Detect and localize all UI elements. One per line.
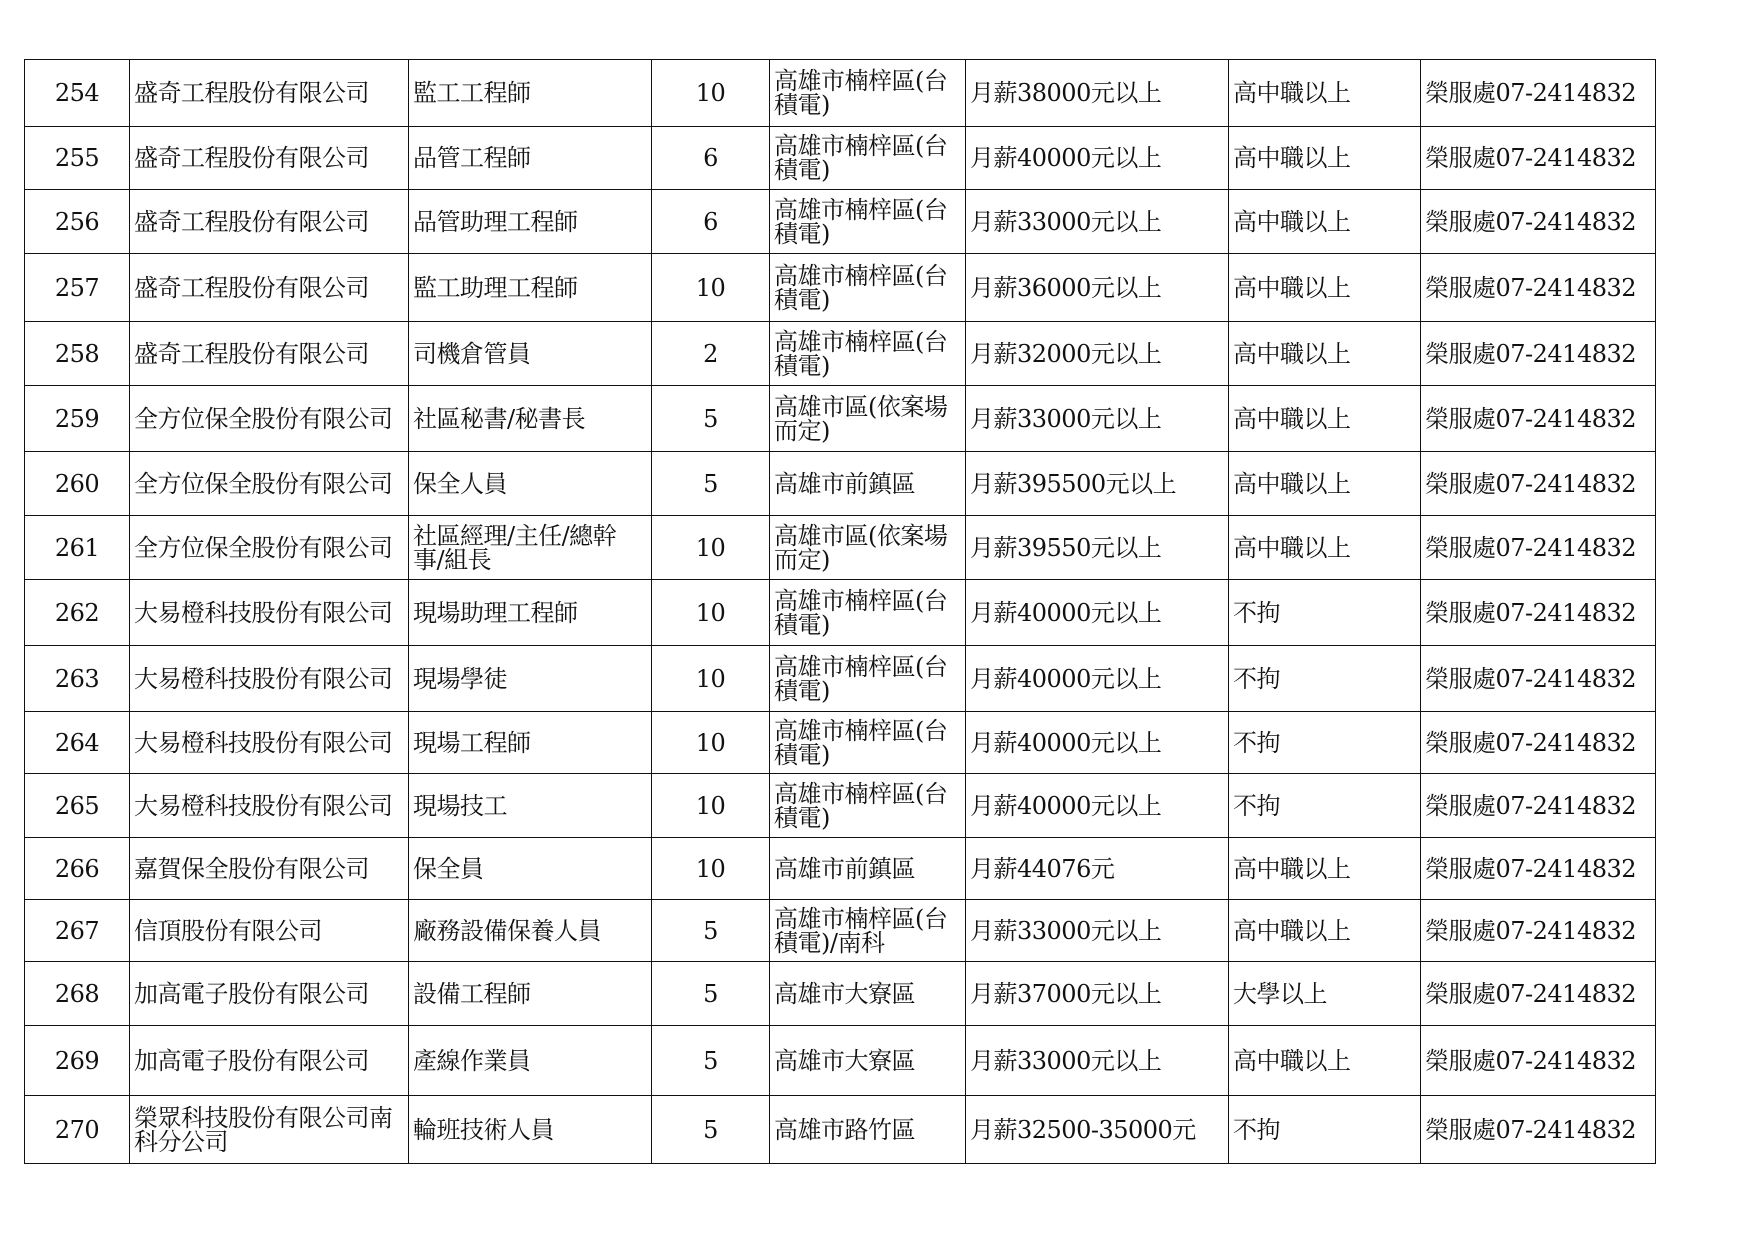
contact-info: 榮服處07-2414832 (1421, 254, 1656, 322)
education-requirement: 不拘 (1229, 580, 1421, 646)
job-title: 現場學徒 (409, 646, 652, 712)
company-name: 盛奇工程股份有限公司 (130, 190, 409, 254)
table-row (25, 712, 1656, 774)
openings-count: 6 (652, 127, 770, 190)
openings-count: 6 (652, 190, 770, 254)
table-row (25, 516, 1656, 580)
job-listings-table (24, 59, 1656, 1164)
education-requirement: 高中職以上 (1229, 386, 1421, 452)
row-number: 256 (25, 190, 130, 254)
salary: 月薪44076元 (966, 838, 1229, 900)
company-name: 大易橙科技股份有限公司 (130, 774, 409, 838)
contact-info: 榮服處07-2414832 (1421, 838, 1656, 900)
openings-count: 10 (652, 516, 770, 580)
education-requirement: 不拘 (1229, 712, 1421, 774)
table-row (25, 1096, 1656, 1164)
row-number: 264 (25, 712, 130, 774)
contact-info: 榮服處07-2414832 (1421, 60, 1656, 127)
contact-info: 榮服處07-2414832 (1421, 646, 1656, 712)
company-name: 全方位保全股份有限公司 (130, 516, 409, 580)
contact-info: 榮服處07-2414832 (1421, 962, 1656, 1026)
contact-info: 榮服處07-2414832 (1421, 712, 1656, 774)
table-row (25, 646, 1656, 712)
salary: 月薪33000元以上 (966, 900, 1229, 962)
contact-info: 榮服處07-2414832 (1421, 900, 1656, 962)
education-requirement: 高中職以上 (1229, 1026, 1421, 1096)
job-title: 產線作業員 (409, 1026, 652, 1096)
company-name: 全方位保全股份有限公司 (130, 386, 409, 452)
row-number: 257 (25, 254, 130, 322)
salary: 月薪40000元以上 (966, 580, 1229, 646)
openings-count: 5 (652, 452, 770, 516)
work-location: 高雄市楠梓區(台積電) (770, 190, 966, 254)
work-location: 高雄市楠梓區(台積電) (770, 254, 966, 322)
company-name: 加高電子股份有限公司 (130, 1026, 409, 1096)
salary: 月薪39550元以上 (966, 516, 1229, 580)
job-title: 社區秘書/秘書長 (409, 386, 652, 452)
openings-count: 5 (652, 386, 770, 452)
work-location: 高雄市楠梓區(台積電) (770, 322, 966, 386)
salary: 月薪395500元以上 (966, 452, 1229, 516)
row-number: 267 (25, 900, 130, 962)
contact-info: 榮服處07-2414832 (1421, 322, 1656, 386)
work-location: 高雄市前鎮區 (770, 452, 966, 516)
contact-info: 榮服處07-2414832 (1421, 516, 1656, 580)
openings-count: 10 (652, 254, 770, 322)
row-number: 270 (25, 1096, 130, 1164)
education-requirement: 高中職以上 (1229, 60, 1421, 127)
work-location: 高雄市區(依案場而定) (770, 516, 966, 580)
table-row (25, 452, 1656, 516)
job-title: 現場助理工程師 (409, 580, 652, 646)
company-name: 盛奇工程股份有限公司 (130, 254, 409, 322)
table-row (25, 962, 1656, 1026)
table-row (25, 838, 1656, 900)
education-requirement: 不拘 (1229, 1096, 1421, 1164)
contact-info: 榮服處07-2414832 (1421, 190, 1656, 254)
education-requirement: 不拘 (1229, 774, 1421, 838)
contact-info: 榮服處07-2414832 (1421, 386, 1656, 452)
company-name: 盛奇工程股份有限公司 (130, 60, 409, 127)
education-requirement: 高中職以上 (1229, 322, 1421, 386)
company-name: 加高電子股份有限公司 (130, 962, 409, 1026)
salary: 月薪40000元以上 (966, 646, 1229, 712)
openings-count: 5 (652, 900, 770, 962)
education-requirement: 高中職以上 (1229, 838, 1421, 900)
company-name: 盛奇工程股份有限公司 (130, 322, 409, 386)
education-requirement: 大學以上 (1229, 962, 1421, 1026)
row-number: 254 (25, 60, 130, 127)
row-number: 262 (25, 580, 130, 646)
salary: 月薪32000元以上 (966, 322, 1229, 386)
contact-info: 榮服處07-2414832 (1421, 1026, 1656, 1096)
salary: 月薪38000元以上 (966, 60, 1229, 127)
work-location: 高雄市楠梓區(台積電)/南科 (770, 900, 966, 962)
company-name: 大易橙科技股份有限公司 (130, 712, 409, 774)
salary: 月薪40000元以上 (966, 127, 1229, 190)
work-location: 高雄市區(依案場而定) (770, 386, 966, 452)
job-title: 司機倉管員 (409, 322, 652, 386)
row-number: 255 (25, 127, 130, 190)
table-row (25, 322, 1656, 386)
salary: 月薪40000元以上 (966, 774, 1229, 838)
openings-count: 10 (652, 60, 770, 127)
salary: 月薪33000元以上 (966, 1026, 1229, 1096)
openings-count: 10 (652, 712, 770, 774)
openings-count: 10 (652, 646, 770, 712)
table-row (25, 254, 1656, 322)
company-name: 信頂股份有限公司 (130, 900, 409, 962)
openings-count: 10 (652, 774, 770, 838)
salary: 月薪32500-35000元 (966, 1096, 1229, 1164)
work-location: 高雄市楠梓區(台積電) (770, 712, 966, 774)
row-number: 261 (25, 516, 130, 580)
work-location: 高雄市楠梓區(台積電) (770, 774, 966, 838)
openings-count: 10 (652, 580, 770, 646)
openings-count: 5 (652, 1026, 770, 1096)
table-row (25, 190, 1656, 254)
openings-count: 5 (652, 1096, 770, 1164)
salary: 月薪40000元以上 (966, 712, 1229, 774)
job-title: 保全員 (409, 838, 652, 900)
job-title: 廠務設備保養人員 (409, 900, 652, 962)
row-number: 259 (25, 386, 130, 452)
contact-info: 榮服處07-2414832 (1421, 127, 1656, 190)
job-title: 現場技工 (409, 774, 652, 838)
table-row (25, 386, 1656, 452)
job-title: 輪班技術人員 (409, 1096, 652, 1164)
table-row (25, 900, 1656, 962)
row-number: 263 (25, 646, 130, 712)
salary: 月薪33000元以上 (966, 190, 1229, 254)
education-requirement: 不拘 (1229, 646, 1421, 712)
row-number: 269 (25, 1026, 130, 1096)
row-number: 266 (25, 838, 130, 900)
work-location: 高雄市大寮區 (770, 1026, 966, 1096)
work-location: 高雄市楠梓區(台積電) (770, 646, 966, 712)
openings-count: 5 (652, 962, 770, 1026)
salary: 月薪37000元以上 (966, 962, 1229, 1026)
education-requirement: 高中職以上 (1229, 516, 1421, 580)
work-location: 高雄市楠梓區(台積電) (770, 580, 966, 646)
row-number: 260 (25, 452, 130, 516)
openings-count: 2 (652, 322, 770, 386)
openings-count: 10 (652, 838, 770, 900)
job-title: 監工助理工程師 (409, 254, 652, 322)
contact-info: 榮服處07-2414832 (1421, 580, 1656, 646)
row-number: 258 (25, 322, 130, 386)
work-location: 高雄市大寮區 (770, 962, 966, 1026)
salary: 月薪36000元以上 (966, 254, 1229, 322)
table-row (25, 127, 1656, 190)
job-title: 保全人員 (409, 452, 652, 516)
job-title: 監工工程師 (409, 60, 652, 127)
work-location: 高雄市路竹區 (770, 1096, 966, 1164)
job-title: 品管助理工程師 (409, 190, 652, 254)
contact-info: 榮服處07-2414832 (1421, 452, 1656, 516)
work-location: 高雄市前鎮區 (770, 838, 966, 900)
table-row (25, 60, 1656, 127)
education-requirement: 高中職以上 (1229, 900, 1421, 962)
job-title: 社區經理/主任/總幹事/組長 (409, 516, 652, 580)
company-name: 盛奇工程股份有限公司 (130, 127, 409, 190)
company-name: 大易橙科技股份有限公司 (130, 646, 409, 712)
education-requirement: 高中職以上 (1229, 254, 1421, 322)
company-name: 全方位保全股份有限公司 (130, 452, 409, 516)
salary: 月薪33000元以上 (966, 386, 1229, 452)
row-number: 265 (25, 774, 130, 838)
education-requirement: 高中職以上 (1229, 190, 1421, 254)
contact-info: 榮服處07-2414832 (1421, 774, 1656, 838)
table-row (25, 774, 1656, 838)
contact-info: 榮服處07-2414832 (1421, 1096, 1656, 1164)
row-number: 268 (25, 962, 130, 1026)
table-row (25, 1026, 1656, 1096)
company-name: 嘉賀保全股份有限公司 (130, 838, 409, 900)
job-title: 現場工程師 (409, 712, 652, 774)
company-name: 大易橙科技股份有限公司 (130, 580, 409, 646)
education-requirement: 高中職以上 (1229, 127, 1421, 190)
work-location: 高雄市楠梓區(台積電) (770, 60, 966, 127)
table-row (25, 580, 1656, 646)
job-title: 設備工程師 (409, 962, 652, 1026)
company-name: 榮眾科技股份有限公司南科分公司 (130, 1096, 409, 1164)
work-location: 高雄市楠梓區(台積電) (770, 127, 966, 190)
education-requirement: 高中職以上 (1229, 452, 1421, 516)
job-title: 品管工程師 (409, 127, 652, 190)
